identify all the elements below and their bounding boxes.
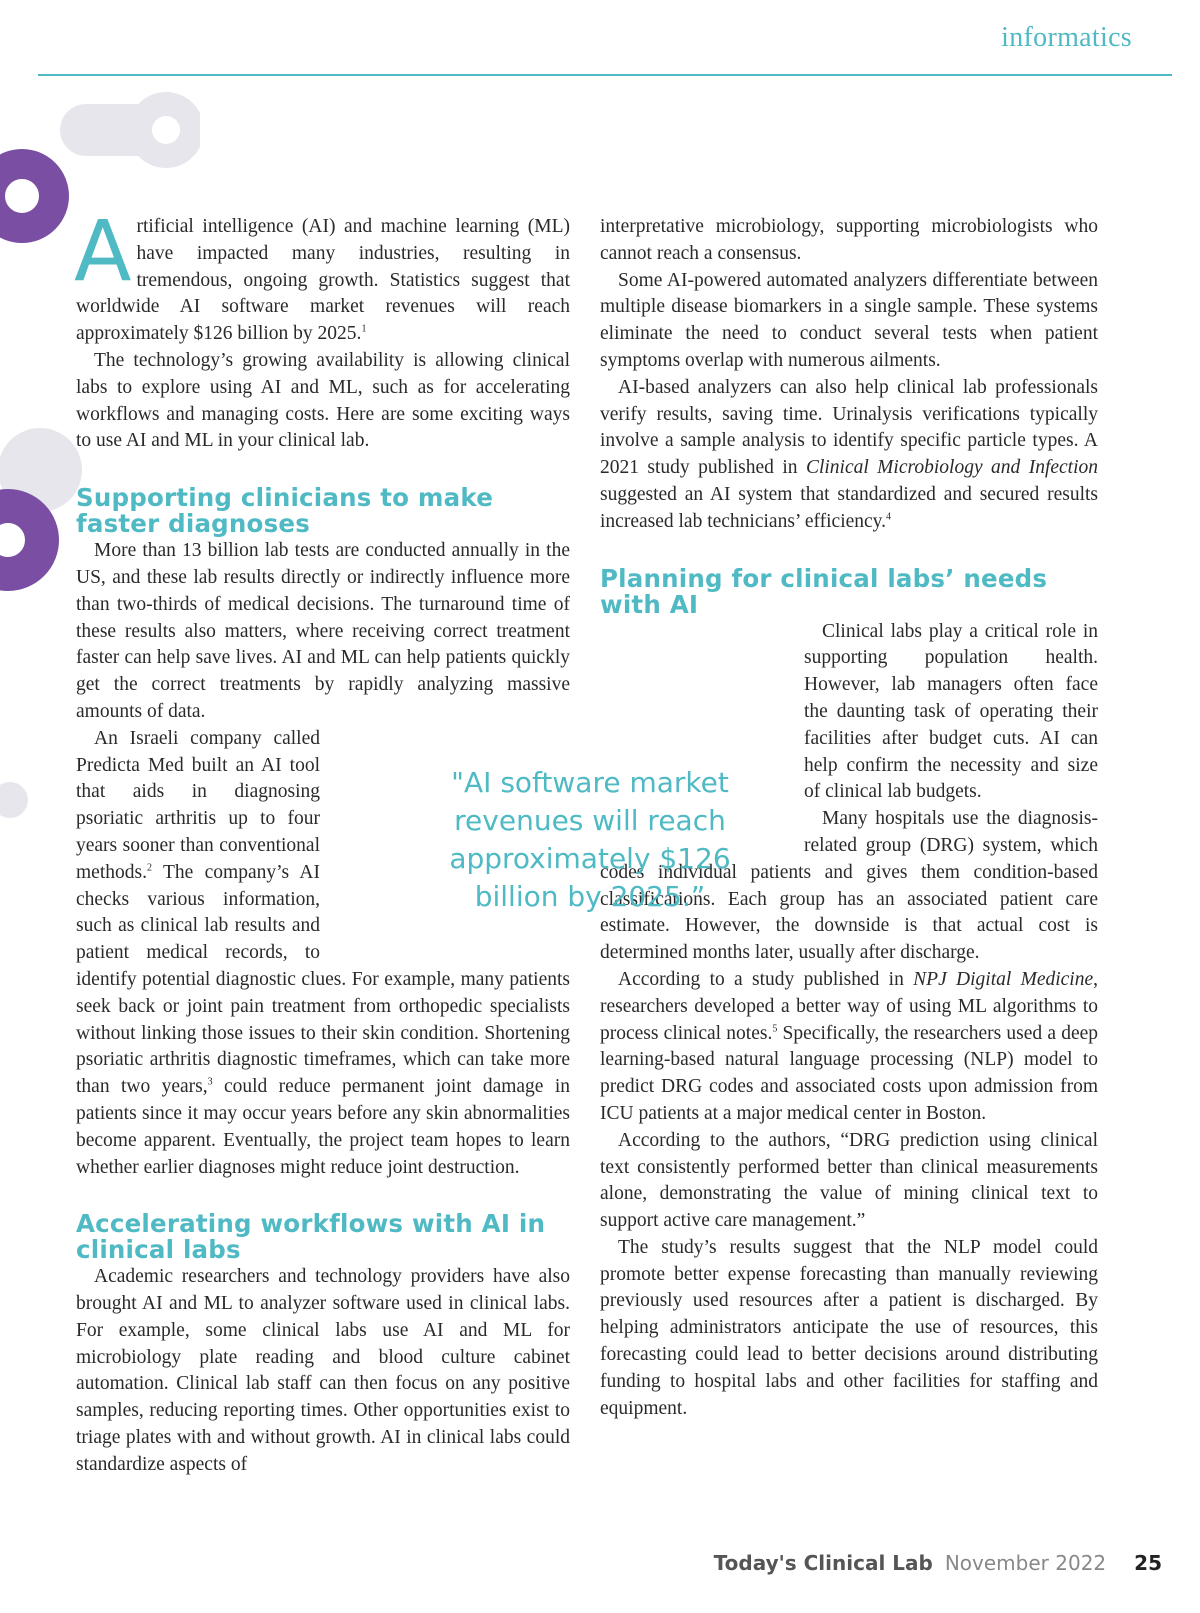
intro-paragraph-2: The technology’s growing availability is allowing clinical labs to explore using AI and ML, such as for accelerating workflows and managing costs. Here are some exciting ways to use AI and ML in your clinical lab. xyxy=(76,349,570,452)
deco-gray-circle-small xyxy=(0,782,28,818)
section3-paragraph-5: The study’s results suggest that the NLP model could promote better expense forecasting than manually reviewing previously used resources after a patient is discharged. By helping administrators anticipate the use of resources, this forecasting could lead to better decisions around distributing funding to hospital labs and other facilities for staffing and equipment. xyxy=(600,1236,1098,1419)
page-footer xyxy=(714,1551,1162,1575)
heading-planning-needs: Planning for clinical labs’ needs with AI xyxy=(600,563,1048,619)
section3-paragraph-4: According to the authors, “DRG prediction using clinical text consistently performed better than clinical measurements alone, demonstrating the value of mining clinical text to support active care management.” xyxy=(600,1129,1098,1232)
header-rule xyxy=(38,74,1172,76)
deco-gray-ring-hole xyxy=(152,116,180,144)
section2-paragraph-2: Some AI-powered automated analyzers differentiate between multiple disease biomarkers in a single sample. These systems eliminate the need to conduct several tests when patient symptoms overlap with numerous ailments. xyxy=(600,269,1098,371)
heading-accelerating-workflows: Accelerating workflows with AI in clinical labs xyxy=(76,1209,546,1265)
intro-paragraph-1: Artificial intelligence (AI) and machine learning (ML) have impacted many industries, resulting in tremendous, ongoing growth. Statistics suggest that worldwide AI software market revenues will reach approximately $126 billion by 2025.$^1$ xyxy=(74,202,570,345)
section3-paragraph-2: Many hospitals use the diagnosis-related group (DRG) system, which codes individual patients and gives them condition-based classifications. Each group has an associated patient care estimate. However, the downside is that actual cost is determined months later, usually after discharge. xyxy=(600,808,1098,964)
section-label: informatics xyxy=(1001,22,1132,53)
section2-paragraph-1: Academic researchers and technology providers have also brought AI and ML to analyzer software used in clinical labs. For example, some clinical labs use AI and ML for microbiology plate reading and blood culture cabinet automation. Clinical lab staff can then focus on any positive samples, reducing reporting times. Other opportunities exist to triage plates with and without growth. AI in clinical labs could standardize aspects of xyxy=(76,1266,570,1475)
drop-cap: A xyxy=(74,202,132,300)
footer-date: November 2022 xyxy=(944,1551,1107,1575)
section2-paragraph-continued: interpretative microbiology, supporting microbiologists who cannot reach a consensus. xyxy=(600,216,1098,264)
footer-magazine-name: Today's Clinical Lab xyxy=(713,1551,933,1575)
heading-supporting-clinicians: Supporting clinicians to make faster diagnoses xyxy=(76,483,494,539)
section1-paragraph-1: More than 13 billion lab tests are conducted annually in the US, and these lab results directly or indirectly influence more than two-thirds of medical decisions. The turnaround time of these results also matters, where receiving correct treatment faster can help save lives. AI and ML can help patients quickly get the correct treatments by rapidly analyzing massive amounts of data. xyxy=(76,540,570,722)
section3-paragraph-3: According to a study published in NPJ Digital Medicine, researchers developed a better way of using ML algorithms to process clinical notes.$^5$ Specifically, the researchers used a deep learning-based natural language processing (NLP) model to predict DRG codes and associated costs upon admission from ICU patients at a major medical center in Boston. xyxy=(600,968,1099,1124)
deco-gray-bar xyxy=(60,104,166,156)
pull-quote: "AI software market revenues will reach approximately $126 billion by 2025.” xyxy=(449,766,731,913)
section3-paragraph-1: Clinical labs play a critical role in supporting population health. However, lab managers often face the daunting task of operating their facilities after budget cuts. AI can help confirm the necessity and size of clinical lab budgets. xyxy=(600,619,1098,807)
section2-paragraph-3: AI-based analyzers can also help clinical lab professionals verify results, saving time. Urinalysis verifications typically involve a sample analysis to identify specific particle types. A 2021 study published in Clinical Microbiology and Infection suggested an AI system that standardized and secured results increased lab technicians’ efficiency.$^4$ xyxy=(600,376,1099,532)
page-number: 25 xyxy=(1134,1551,1162,1575)
section1-paragraph-2: An Israeli company called Predicta Med built an AI tool that aids in diagnosing psoriatic arthritis up to four years sooner than conventional methods.$^2$ The company’s AI checks various information, such as clinical lab results and patient medical records, to identify potential diagnostic clues. For example, many patients seek back or joint pain treatment from orthopedic specialists without linking those issues to their skin condition. Shortening psoriatic arthritis diagnostic timeframes, which can take more than two years,$^3$ could reduce permanent joint damage in patients since it may occur years before any skin abnormalities become apparent. Eventually, the project team hopes to learn whether earlier diagnoses might reduce joint destruction. xyxy=(76,727,571,1178)
deco-purple-ring-top xyxy=(0,164,54,228)
deco-purple-ring-bottom xyxy=(0,506,42,574)
